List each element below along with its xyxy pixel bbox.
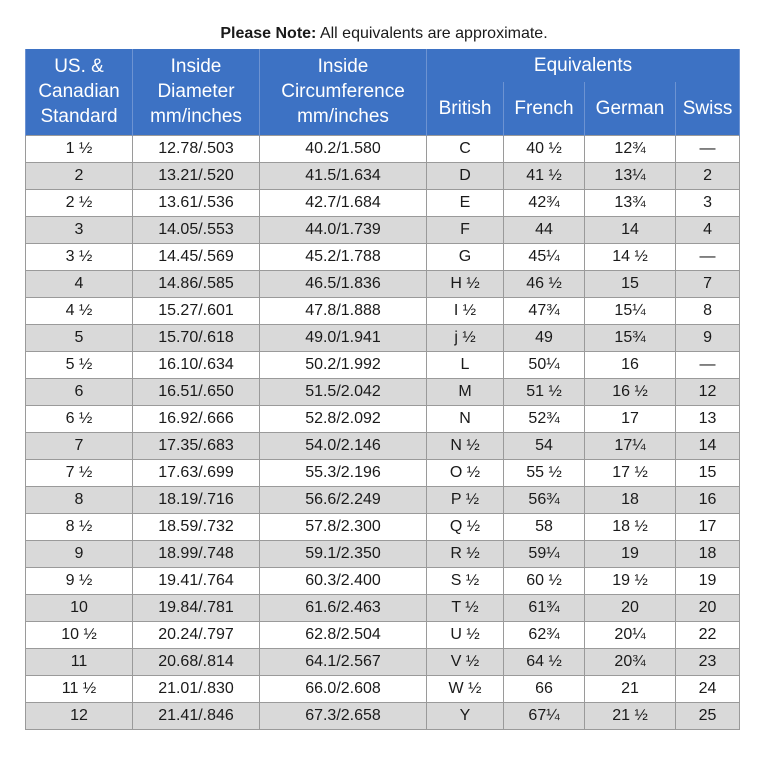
diameter-cell: 14.45/.569 [133,243,260,270]
diameter-cell: 19.41/.764 [133,567,260,594]
us-size-cell: 2 [26,162,133,189]
german-cell: 16 ½ [585,378,676,405]
british-cell: L [427,351,504,378]
table-row [26,675,740,702]
french-cell: 52¾ [504,405,585,432]
german-cell: 20 [585,594,676,621]
us-size-cell: 10 ½ [26,621,133,648]
table-row [26,648,740,675]
french-cell: 49 [504,324,585,351]
header-inside-circumference [260,49,427,135]
us-size-cell: 7 [26,432,133,459]
circumference-cell: 49.0/1.941 [260,324,427,351]
circumference-cell: 55.3/2.196 [260,459,427,486]
french-cell: 58 [504,513,585,540]
diameter-cell: 20.24/.797 [133,621,260,648]
us-size-cell: 5 ½ [26,351,133,378]
diameter-cell: 13.21/.520 [133,162,260,189]
british-cell: T ½ [427,594,504,621]
circumference-cell: 45.2/1.788 [260,243,427,270]
german-cell: 20¼ [585,621,676,648]
note-prefix: Please Note: [220,25,317,42]
header-diam-line2: Diameter [157,81,235,103]
british-cell: O ½ [427,459,504,486]
table-row [26,594,740,621]
us-size-cell: 11 ½ [26,675,133,702]
british-cell: W ½ [427,675,504,702]
diameter-cell: 16.10/.634 [133,351,260,378]
swiss-cell: 7 [676,270,740,297]
british-cell: V ½ [427,648,504,675]
diameter-cell: 16.92/.666 [133,405,260,432]
french-cell: 62¾ [504,621,585,648]
german-cell: 16 [585,351,676,378]
swiss-cell: — [676,351,740,378]
diameter-cell: 19.84/.781 [133,594,260,621]
british-cell: F [427,216,504,243]
german-cell: 13¾ [585,189,676,216]
british-cell: E [427,189,504,216]
german-cell: 21 [585,675,676,702]
us-size-cell: 9 [26,540,133,567]
british-cell: U ½ [427,621,504,648]
diameter-cell: 14.86/.585 [133,270,260,297]
british-cell: D [427,162,504,189]
french-cell: 42¾ [504,189,585,216]
table-row [26,621,740,648]
swiss-cell: — [676,243,740,270]
header-equivalents: Equivalents [427,49,740,82]
french-cell: 67¼ [504,702,585,729]
us-size-cell: 6 ½ [26,405,133,432]
circumference-cell: 62.8/2.504 [260,621,427,648]
us-size-cell: 6 [26,378,133,405]
german-cell: 18 ½ [585,513,676,540]
french-cell: 45¼ [504,243,585,270]
table-row [26,162,740,189]
circumference-cell: 40.2/1.580 [260,135,427,162]
diameter-cell: 17.63/.699 [133,459,260,486]
british-cell: Y [427,702,504,729]
swiss-cell: 18 [676,540,740,567]
table-row [26,567,740,594]
disclaimer-note [0,25,768,43]
french-cell: 66 [504,675,585,702]
french-cell: 50¼ [504,351,585,378]
us-size-cell: 9 ½ [26,567,133,594]
diameter-cell: 18.59/.732 [133,513,260,540]
us-size-cell: 3 [26,216,133,243]
swiss-cell: 4 [676,216,740,243]
german-cell: 21 ½ [585,702,676,729]
table-row [26,702,740,729]
note-text: All equivalents are approximate. [319,25,548,42]
table-row [26,189,740,216]
table-row [26,540,740,567]
british-cell: C [427,135,504,162]
british-cell: P ½ [427,486,504,513]
british-cell: R ½ [427,540,504,567]
swiss-cell: 24 [676,675,740,702]
swiss-cell: 3 [676,189,740,216]
diameter-cell: 21.01/.830 [133,675,260,702]
table-row [26,243,740,270]
us-size-cell: 11 [26,648,133,675]
header-us-line2: Canadian [38,81,120,103]
french-cell: 56¾ [504,486,585,513]
swiss-cell: 14 [676,432,740,459]
header-french: French [504,82,585,135]
table-row [26,297,740,324]
french-cell: 46 ½ [504,270,585,297]
circumference-cell: 61.6/2.463 [260,594,427,621]
table-row [26,216,740,243]
circumference-cell: 50.2/1.992 [260,351,427,378]
us-size-cell: 10 [26,594,133,621]
diameter-cell: 13.61/.536 [133,189,260,216]
british-cell: N ½ [427,432,504,459]
table-row [26,405,740,432]
diameter-cell: 20.68/.814 [133,648,260,675]
header-us-canadian-standard [26,49,133,135]
diameter-cell: 16.51/.650 [133,378,260,405]
german-cell: 17 ½ [585,459,676,486]
german-cell: 17¼ [585,432,676,459]
diameter-cell: 12.78/.503 [133,135,260,162]
header-swiss: Swiss [676,82,740,135]
table-row [26,351,740,378]
swiss-cell: 23 [676,648,740,675]
header-us-line1: US. & [54,56,104,78]
us-size-cell: 8 ½ [26,513,133,540]
us-size-cell: 1 ½ [26,135,133,162]
swiss-cell: 8 [676,297,740,324]
circumference-cell: 56.6/2.249 [260,486,427,513]
us-size-cell: 3 ½ [26,243,133,270]
circumference-cell: 42.7/1.684 [260,189,427,216]
french-cell: 44 [504,216,585,243]
ring-size-table [25,49,740,730]
swiss-cell: 15 [676,459,740,486]
table-row [26,324,740,351]
us-size-cell: 4 ½ [26,297,133,324]
french-cell: 55 ½ [504,459,585,486]
diameter-cell: 17.35/.683 [133,432,260,459]
diameter-cell: 15.27/.601 [133,297,260,324]
circumference-cell: 51.5/2.042 [260,378,427,405]
header-diam-line3: mm/inches [150,106,242,128]
header-circ-line2: Circumference [281,81,405,103]
swiss-cell: 13 [676,405,740,432]
german-cell: 20¾ [585,648,676,675]
german-cell: 19 ½ [585,567,676,594]
german-cell: 14 ½ [585,243,676,270]
swiss-cell: 16 [676,486,740,513]
british-cell: N [427,405,504,432]
us-size-cell: 2 ½ [26,189,133,216]
british-cell: M [427,378,504,405]
us-size-cell: 5 [26,324,133,351]
header-inside-diameter [133,49,260,135]
table-row [26,135,740,162]
french-cell: 60 ½ [504,567,585,594]
table-row [26,486,740,513]
diameter-cell: 14.05/.553 [133,216,260,243]
header-us-line3: Standard [40,106,118,128]
german-cell: 15¼ [585,297,676,324]
circumference-cell: 67.3/2.658 [260,702,427,729]
us-size-cell: 7 ½ [26,459,133,486]
table-row [26,378,740,405]
diameter-cell: 21.41/.846 [133,702,260,729]
table-row [26,459,740,486]
circumference-cell: 57.8/2.300 [260,513,427,540]
british-cell: Q ½ [427,513,504,540]
table-row [26,270,740,297]
us-size-cell: 12 [26,702,133,729]
french-cell: 54 [504,432,585,459]
swiss-cell: 19 [676,567,740,594]
german-cell: 13¼ [585,162,676,189]
german-cell: 15 [585,270,676,297]
british-cell: S ½ [427,567,504,594]
header-diam-line1: Inside [170,56,222,78]
circumference-cell: 60.3/2.400 [260,567,427,594]
circumference-cell: 47.8/1.888 [260,297,427,324]
swiss-cell: — [676,135,740,162]
british-cell: j ½ [427,324,504,351]
german-cell: 12¾ [585,135,676,162]
german-cell: 14 [585,216,676,243]
swiss-cell: 25 [676,702,740,729]
circumference-cell: 46.5/1.836 [260,270,427,297]
header-circ-line1: Inside [317,56,369,78]
swiss-cell: 22 [676,621,740,648]
french-cell: 64 ½ [504,648,585,675]
circumference-cell: 52.8/2.092 [260,405,427,432]
french-cell: 41 ½ [504,162,585,189]
circumference-cell: 66.0/2.608 [260,675,427,702]
swiss-cell: 20 [676,594,740,621]
us-size-cell: 4 [26,270,133,297]
size-rows [26,135,740,729]
circumference-cell: 59.1/2.350 [260,540,427,567]
diameter-cell: 18.19/.716 [133,486,260,513]
header-circ-line3: mm/inches [297,106,389,128]
swiss-cell: 17 [676,513,740,540]
table-row [26,432,740,459]
german-cell: 15¾ [585,324,676,351]
swiss-cell: 2 [676,162,740,189]
diameter-cell: 15.70/.618 [133,324,260,351]
header-german: German [585,82,676,135]
header-british: British [427,82,504,135]
german-cell: 17 [585,405,676,432]
french-cell: 47¾ [504,297,585,324]
british-cell: G [427,243,504,270]
french-cell: 59¼ [504,540,585,567]
french-cell: 61¾ [504,594,585,621]
table-row [26,513,740,540]
german-cell: 19 [585,540,676,567]
diameter-cell: 18.99/.748 [133,540,260,567]
circumference-cell: 54.0/2.146 [260,432,427,459]
british-cell: H ½ [427,270,504,297]
circumference-cell: 64.1/2.567 [260,648,427,675]
circumference-cell: 44.0/1.739 [260,216,427,243]
french-cell: 40 ½ [504,135,585,162]
french-cell: 51 ½ [504,378,585,405]
swiss-cell: 12 [676,378,740,405]
german-cell: 18 [585,486,676,513]
swiss-cell: 9 [676,324,740,351]
us-size-cell: 8 [26,486,133,513]
british-cell: I ½ [427,297,504,324]
circumference-cell: 41.5/1.634 [260,162,427,189]
